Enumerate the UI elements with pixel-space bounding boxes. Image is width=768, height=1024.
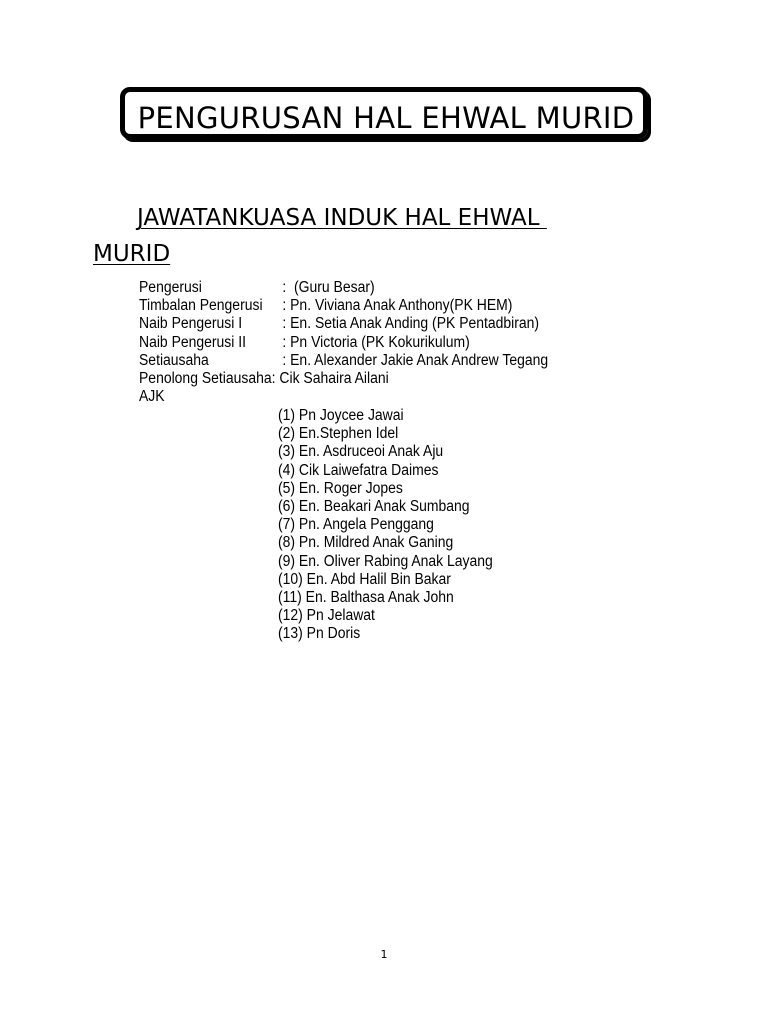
role-row-vice-chairman-2: [139, 334, 548, 352]
role-separator: :: [278, 351, 291, 369]
role-value: Pn. Viviana Anak Anthony(PK HEM): [290, 297, 513, 315]
role-label: Naib Pengerusi I: [139, 315, 243, 333]
section-heading-line-1: JAWATANKUASA INDUK HAL EHWAL: [137, 205, 540, 231]
page-title: PENGURUSAN HAL EHWAL MURID: [137, 101, 635, 135]
role-row-chairman: [139, 279, 548, 297]
role-label: Pengerusi: [139, 279, 202, 296]
role-label: Naib Pengerusi II: [139, 333, 247, 351]
page-number: 1: [380, 948, 388, 961]
role-value: Cik Sahaira Ailani: [279, 370, 389, 388]
role-separator: :: [278, 297, 291, 315]
list-item: (2) En.Stephen Idel: [278, 425, 399, 443]
role-label: Setiausaha: [139, 351, 209, 369]
role-separator: :: [278, 315, 291, 333]
role-value: (Guru Besar): [294, 279, 375, 296]
role-separator: :: [271, 370, 280, 388]
role-row-assistant-secretary: [139, 370, 548, 388]
role-separator: :: [278, 333, 291, 351]
section-heading-line-2: MURID: [93, 241, 171, 267]
role-row-vice-chairman-1: [139, 315, 548, 333]
committee-roles: [139, 279, 548, 406]
list-item: (5) En. Roger Jopes: [278, 479, 403, 497]
ajk-member-list: [278, 407, 493, 644]
list-item: (1) Pn Joycee Jawai: [278, 407, 404, 424]
list-item: (9) En. Oliver Rabing Anak Layang: [278, 552, 493, 570]
ajk-label: AJK: [139, 388, 165, 406]
list-item: (8) Pn. Mildred Anak Ganing: [278, 534, 454, 552]
role-label: Timbalan Pengerusi: [139, 297, 263, 315]
list-item: (4) Cik Laiwefatra Daimes: [278, 461, 439, 479]
role-separator: :: [278, 279, 295, 296]
role-value: En. Setia Anak Anding (PK Pentadbiran): [290, 315, 540, 333]
role-row-secretary: [139, 352, 548, 370]
list-item: (13) Pn Doris: [278, 625, 361, 643]
role-value: Pn Victoria (PK Kokurikulum): [290, 333, 470, 351]
role-value: En. Alexander Jakie Anak Andrew Tegang: [290, 351, 549, 369]
role-row-deputy-chairman: [139, 297, 548, 315]
list-item: (11) En. Balthasa Anak John: [278, 589, 454, 607]
role-label: Penolong Setiausaha: [139, 370, 272, 388]
list-item: (7) Pn. Angela Penggang: [278, 516, 434, 534]
list-item: (6) En. Beakari Anak Sumbang: [278, 498, 470, 516]
list-item: (12) Pn Jelawat: [278, 607, 375, 625]
section-heading: [93, 200, 653, 272]
role-row-ajk: [139, 388, 548, 406]
list-item: (3) En. Asdruceoi Anak Aju: [278, 443, 444, 461]
list-item: (10) En. Abd Halil Bin Bakar: [278, 570, 451, 588]
